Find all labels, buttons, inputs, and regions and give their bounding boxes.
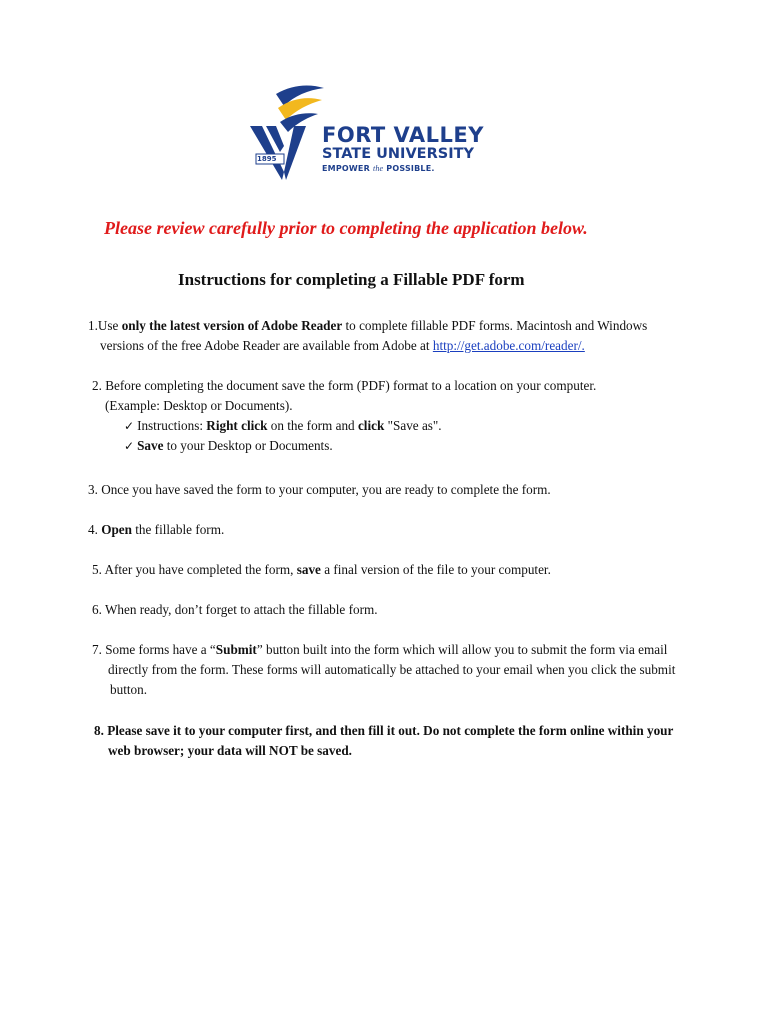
checkmark-icon: ✓ <box>124 419 135 433</box>
item-8-line1: 8. Please save it to your computer first, and then fill it out. Do not complete the form online within your <box>94 723 674 738</box>
item-2-line1: 2. Before completing the document save the form (PDF) format to a location on your computer. <box>92 378 597 393</box>
item-2-sub2: ✓ Save to your Desktop or Documents. <box>124 436 333 456</box>
item-5: 5. After you have completed the form, save a final version of the file to your computer. <box>92 562 551 577</box>
page-title: Instructions for completing a Fillable PDF form <box>178 270 525 289</box>
item-3: 3. Once you have saved the form to your computer, you are ready to complete the form. <box>88 482 551 497</box>
item-7-line2: directly from the form. These forms will automatically be attached to your email when you click the submit <box>108 662 676 677</box>
logo-name-line2: STATE UNIVERSITY <box>322 146 474 162</box>
item-7-line1: 7. Some forms have a “Submit” button built into the form which will allow you to submit the form via email <box>92 642 668 657</box>
flame-v-emblem <box>248 80 328 185</box>
university-logo <box>248 80 484 185</box>
item-6: 6. When ready, don’t forget to attach the fillable form. <box>92 602 378 617</box>
logo-year: 1895 <box>257 155 277 163</box>
adobe-reader-link[interactable]: http://get.adobe.com/reader/. <box>432 338 585 353</box>
logo-name-line1: FORT VALLEY <box>322 123 484 147</box>
item-8-line2: web browser; your data will NOT be saved. <box>108 743 352 758</box>
item-7-line3: button. <box>110 682 147 697</box>
logo-tagline: EMPOWER the POSSIBLE. <box>322 164 435 173</box>
checkmark-icon: ✓ <box>124 439 135 453</box>
item-2-sub1: ✓ Instructions: Right click on the form and click "Save as". <box>124 416 442 436</box>
item-2-line2: (Example: Desktop or Documents). <box>105 398 293 413</box>
item-1-line2: versions of the free Adobe Reader are available from Adobe at http://get.adobe.com/reader/. <box>100 338 585 353</box>
review-warning: Please review carefully prior to completing the application below. <box>104 218 588 238</box>
item-4: 4. Open the fillable form. <box>88 522 225 537</box>
item-1-line1: 1.Use only the latest version of Adobe Reader to complete fillable PDF forms. Macintosh and Windows <box>88 318 648 333</box>
